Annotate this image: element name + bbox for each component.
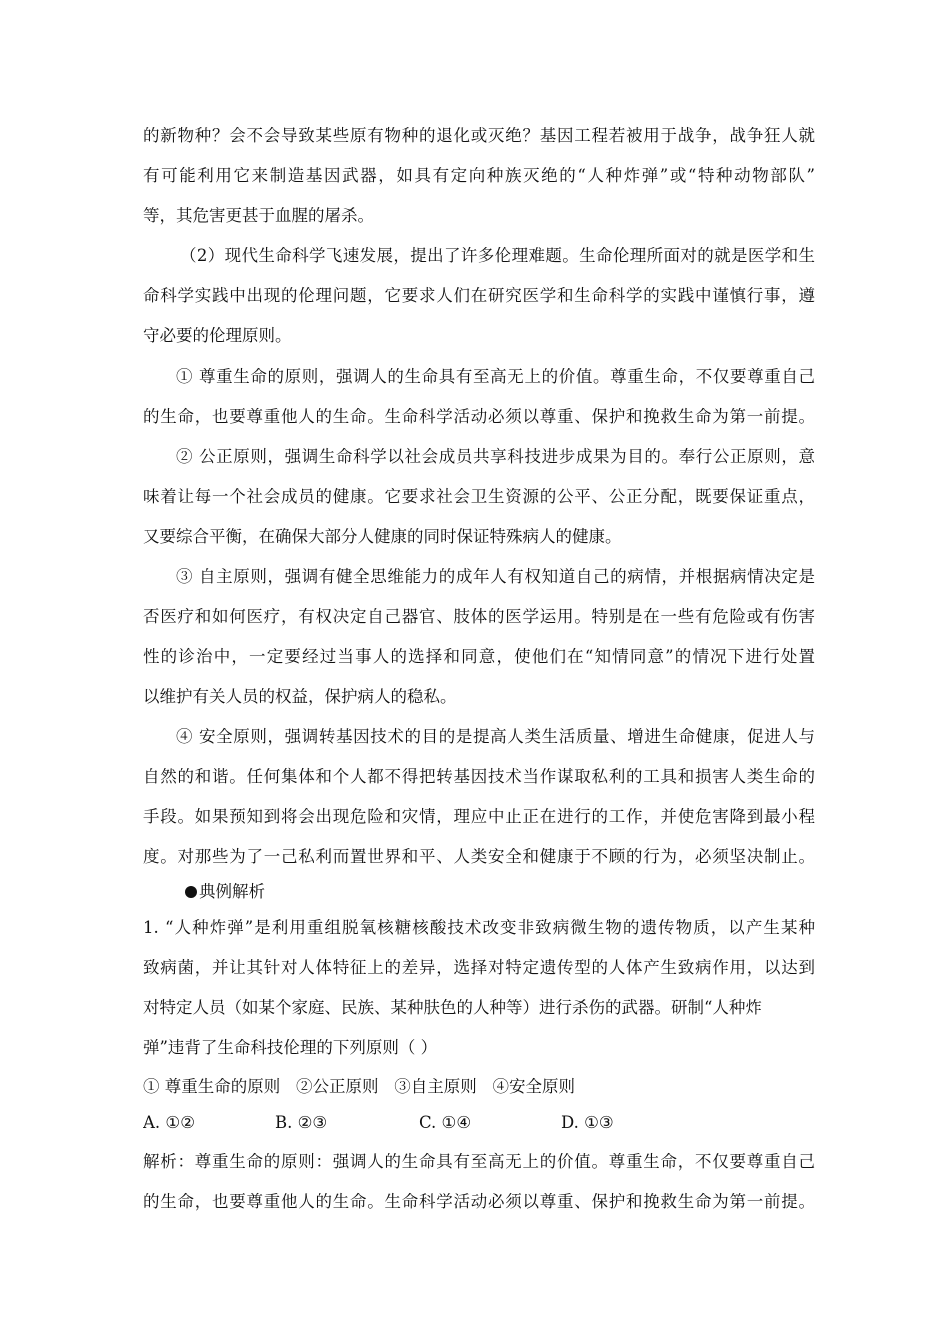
paragraph-line: 否医疗和如何医疗，有权决定自己器官、肢体的医学运用。特别是在一些有危险或有伤害 bbox=[143, 607, 815, 626]
paragraph-line: ③ 自主原则，强调有健全思维能力的成年人有权知道自己的病情，并根据病情决定是 bbox=[176, 567, 815, 586]
question-line: 致病菌，并让其针对人体特征上的差异，选择对特定遗传型的人体产生致病作用，以达到 bbox=[143, 958, 815, 977]
analysis-line: 解析：尊重生命的原则：强调人的生命具有至高无上的价值。尊重生命，不仅要尊重自己 bbox=[143, 1152, 815, 1171]
paragraph-line: 的生命，也要尊重他人的生命。生命科学活动必须以尊重、保护和挽救生命为第一前提。 bbox=[143, 407, 815, 426]
paragraph-line: （2）现代生命科学飞速发展，提出了许多伦理难题。生命伦理所面对的就是医学和生 bbox=[180, 246, 815, 265]
choice-b: B. ②③ bbox=[275, 1113, 328, 1132]
choice-c: C. ①④ bbox=[419, 1113, 472, 1132]
section-heading-text: 典例解析 bbox=[199, 882, 265, 901]
question-line: 1. “人种炸弹”是利用重组脱氧核糖核酸技术改变非致病微生物的遗传物质，以产生某种 bbox=[143, 918, 815, 937]
choice-a: A. ①② bbox=[143, 1113, 195, 1132]
paragraph-line: 有可能利用它来制造基因武器，如具有定向种族灭绝的“人种炸弹”或“特种动物部队” bbox=[143, 166, 815, 185]
question-line: 对特定人员（如某个家庭、民族、某种肤色的人种等）进行杀伤的武器。研制“人种炸 bbox=[143, 998, 762, 1017]
paragraph-line: 度。对那些为了一己私利而置世界和平、人类安全和健康于不顾的行为，必须坚决制止。 bbox=[143, 847, 815, 866]
paragraph-line: 守必要的伦理原则。 bbox=[143, 326, 292, 345]
paragraph-line: ① 尊重生命的原则，强调人的生命具有至高无上的价值。尊重生命，不仅要尊重自己 bbox=[176, 367, 815, 386]
paragraph-line: 命科学实践中出现的伦理问题，它要求人们在研究医学和生命科学的实践中谨慎行事，遵 bbox=[143, 286, 815, 305]
paragraph-line: 自然的和谐。任何集体和个人都不得把转基因技术当作谋取私利的工具和损害人类生命的 bbox=[143, 767, 815, 786]
paragraph-line: ④ 安全原则，强调转基因技术的目的是提高人类生活质量、增进生命健康，促进人与 bbox=[176, 727, 815, 746]
paragraph-line: 性的诊治中，一定要经过当事人的选择和同意，使他们在“知情同意”的情况下进行处置 bbox=[143, 647, 815, 666]
paragraph-line: ② 公正原则，强调生命科学以社会成员共享科技进步成果为目的。奉行公正原则，意 bbox=[176, 447, 815, 466]
paragraph-line: 的新物种？会不会导致某些原有物种的退化或灭绝？基因工程若被用于战争，战争狂人就 bbox=[143, 126, 815, 145]
choice-d: D. ①③ bbox=[561, 1113, 614, 1132]
answer-choices bbox=[143, 1113, 815, 1133]
bullet-icon bbox=[185, 886, 197, 898]
paragraph-line: 以维护有关人员的权益，保护病人的稳私。 bbox=[143, 687, 457, 706]
section-heading bbox=[185, 882, 585, 902]
paragraph-line: 又要综合平衡，在确保大部分人健康的同时保证特殊病人的健康。 bbox=[143, 527, 622, 546]
paragraph-line: 手段。如果预知到将会出现危险和灾情，理应中止正在进行的工作，并使危害降到最小程 bbox=[143, 807, 815, 826]
paragraph-line: 味着让每一个社会成员的健康。它要求社会卫生资源的公平、公正分配，既要保证重点， bbox=[143, 487, 815, 506]
paragraph-line: 等，其危害更甚于血腥的屠杀。 bbox=[143, 206, 374, 225]
principles-list: ① 尊重生命的原则 ②公正原则 ③自主原则 ④安全原则 bbox=[143, 1077, 575, 1096]
analysis-line: 的生命，也要尊重他人的生命。生命科学活动必须以尊重、保护和挽救生命为第一前提。 bbox=[143, 1192, 815, 1211]
question-line: 弹”违背了生命科技伦理的下列原则（ ） bbox=[143, 1038, 438, 1057]
